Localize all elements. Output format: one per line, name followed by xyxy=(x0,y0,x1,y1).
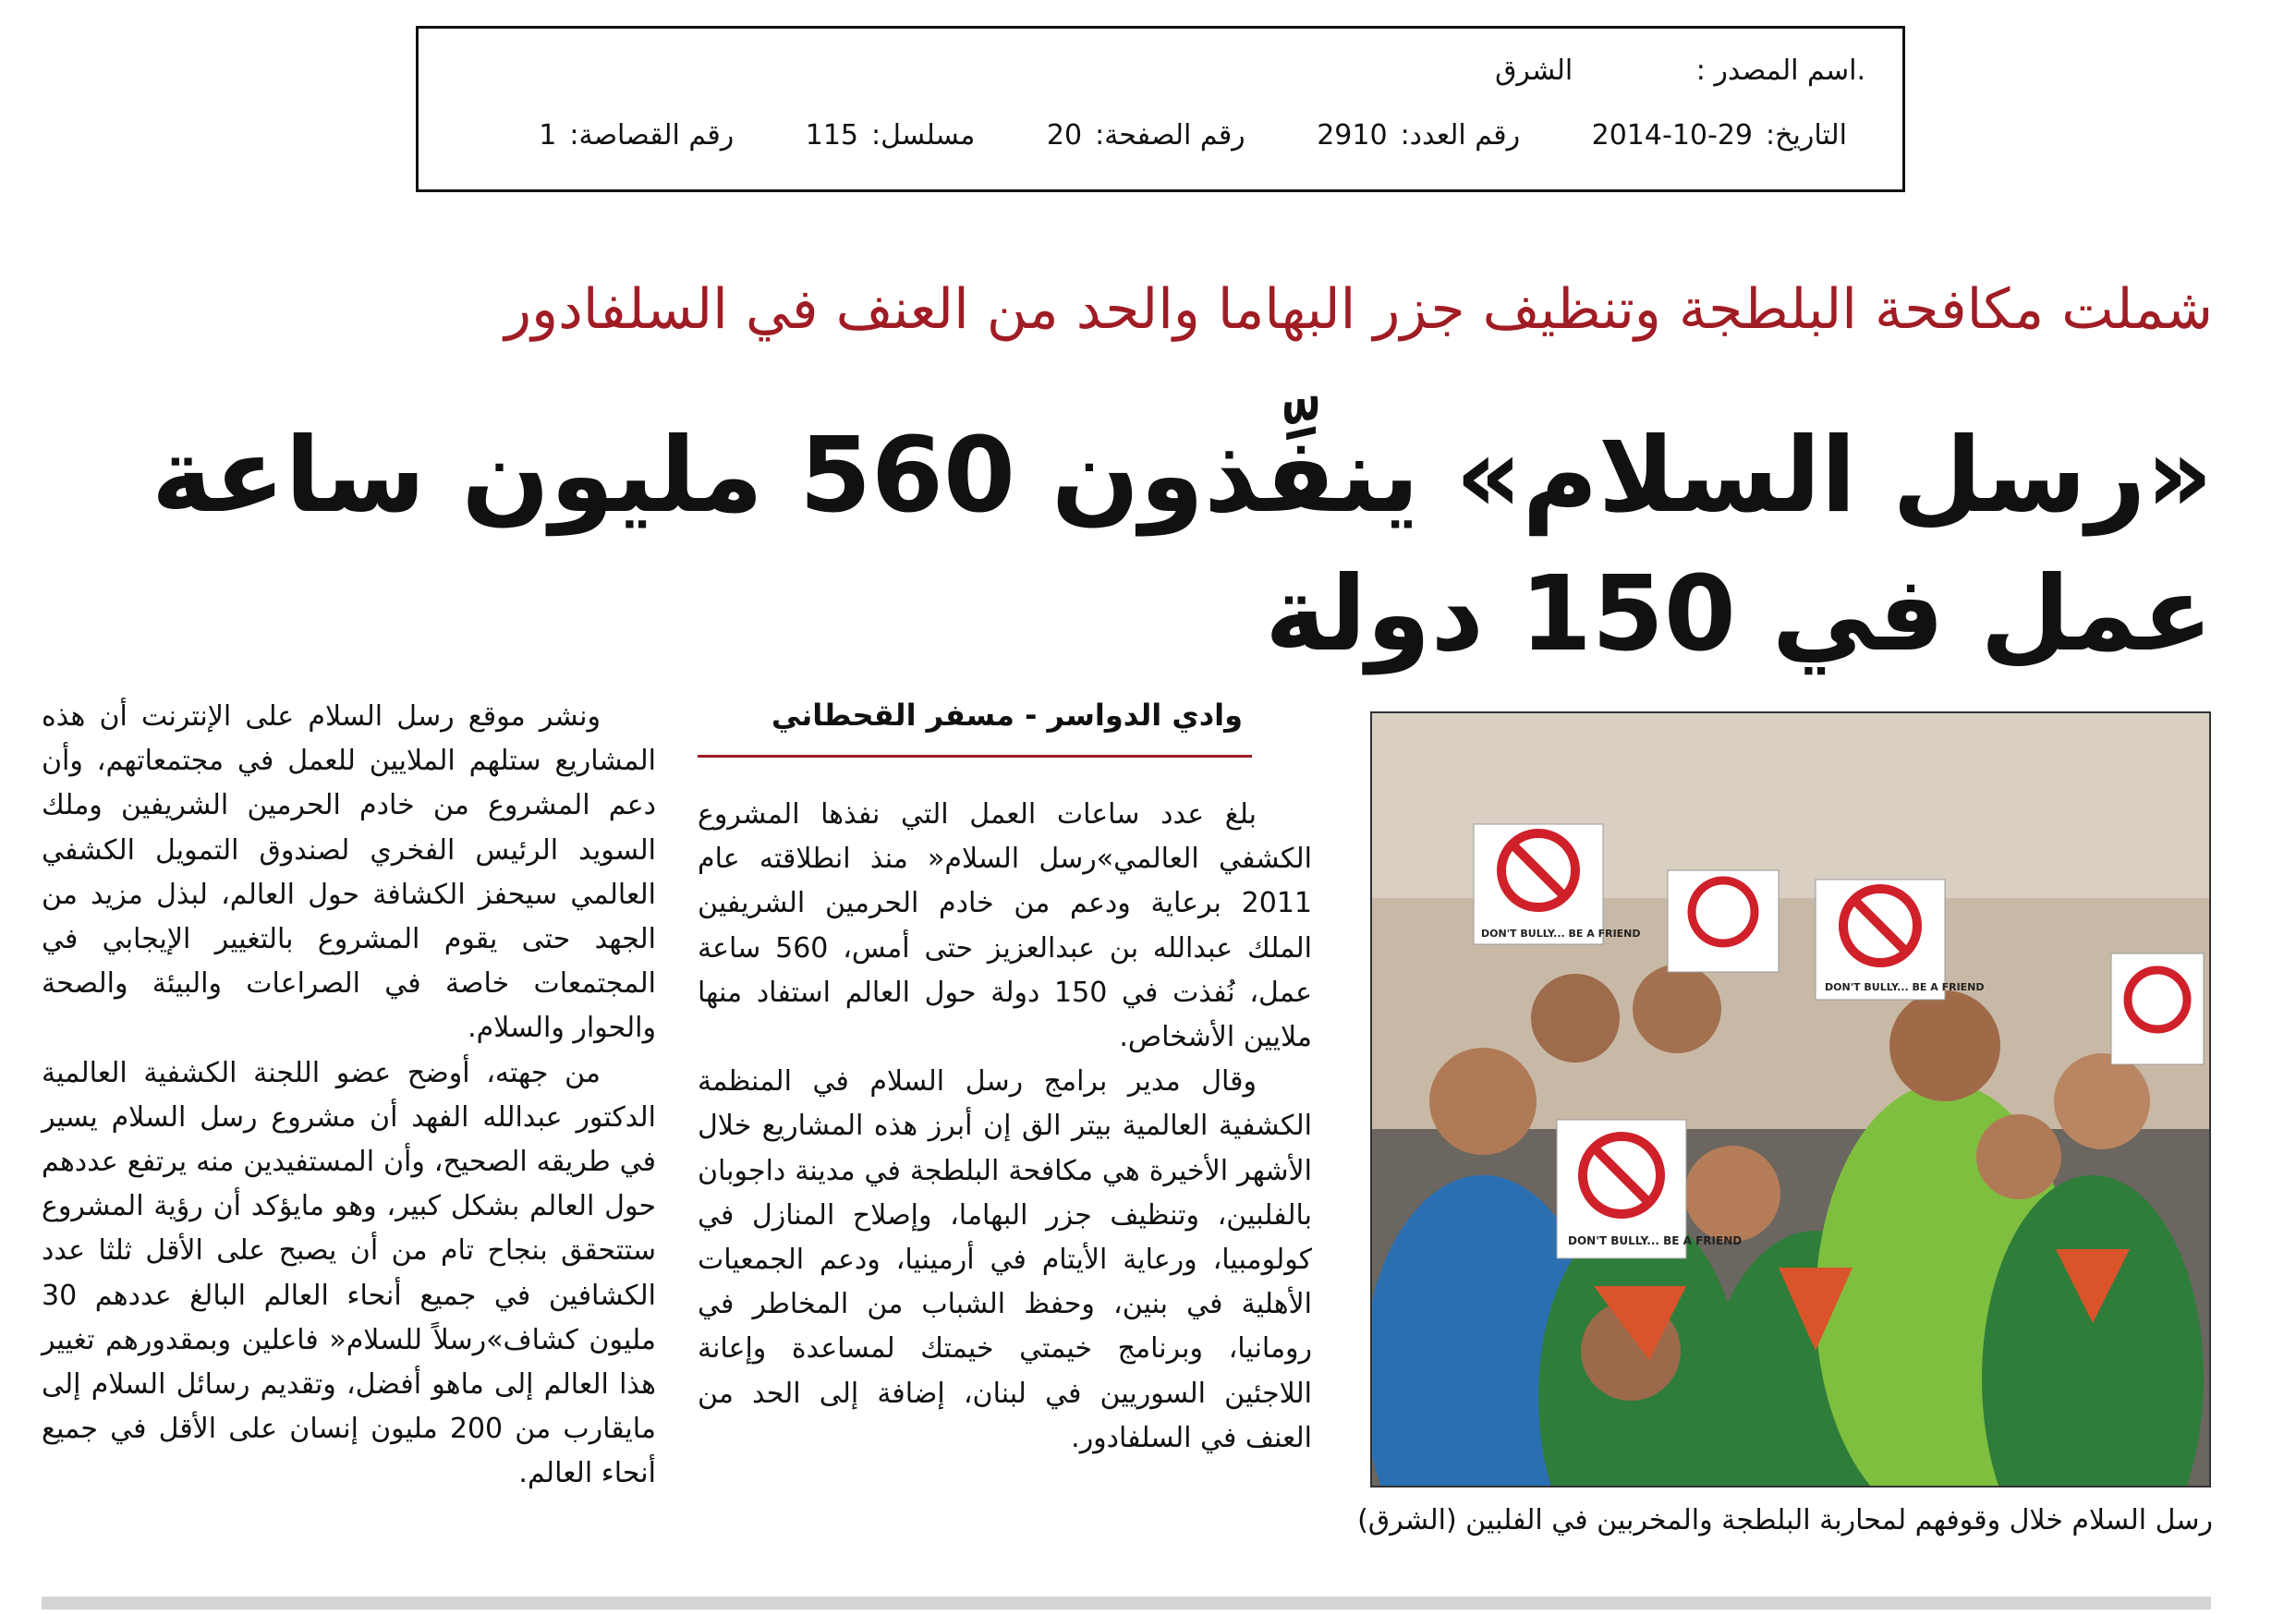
paragraph: بلغ عدد ساعات العمل التي نفذها المشروع الكشفي العالمي»رسل السلام« منذ انطلاقته عام 2011 برعاية ودعم من خادم الحرمين الشريفين الملك عبدالله بن عبدالعزيز حتى أمس، 560 ساعة عمل، نُفذت في 150 دولة حول العالم استفاد منها ملايين الأشخاص. xyxy=(698,798,1313,1054)
source-line xyxy=(1495,55,1865,87)
paragraph: وقال مدير برامج رسل السلام في المنظمة الكشفية العالمية بيتر الق إن أبرز هذه المشاريع خلال الأشهر الأخيرة هي مكافحة البلطجة في مدينة داجوبان بالفلبين، وتنظيف جزر البهاما، وإصلاح المنازل في كولومبيا، ورعاية الأيتام في أرمينيا، ودعم الجمعيات الأهلية في بنين، وحفظ الشباب من المخاطر في رومانيا، وبرنامج خيمتي خيمتك لمساعدة وإعانة اللاجئين السوريين في لبنان، إضافة إلى الحد من العنف في السلفادور. xyxy=(698,1065,1312,1454)
sign-4 xyxy=(1668,870,1779,972)
paragraph: من جهته، أوضح عضو اللجنة الكشفية العالمية الدكتور عبدالله الفهد أن مشروع رسل السلام يسير في طريقه الصحيح، وأن المستفيدين منه يرتفع عددهم حول العالم بشكل كبير، وهو مايؤكد أن رؤية المشروع ستتحقق بنجاح تام من أن يصبح على الأقل ثلثا عدد الكشافين في جميع أنحاء العالم البالغ عددهم 30 مليون كشاف»رسلاً للسلام« فاعلين وبمقدورهم تغيير هذا العالم إلى ماهو أفضل، وتقديم رسائل السلام إلى مايقارب من 200 مليون إنسان على الأقل في جميع أنحاء العالم. xyxy=(42,1056,656,1490)
sign-text: DON'T BULLY... BE A FRIEND xyxy=(1825,981,1985,993)
details-line xyxy=(526,119,1847,152)
byline-divider xyxy=(698,755,1252,758)
page-value: 20 xyxy=(1046,119,1083,152)
sign-5 xyxy=(2111,953,2204,1064)
article-column-middle xyxy=(698,793,1312,1461)
sign-text: DON'T BULLY... BE A FRIEND xyxy=(1481,928,1641,940)
serial-value: 115 xyxy=(805,119,859,152)
source-label: .اسم المصدر : xyxy=(1695,55,1865,87)
article-column-left xyxy=(42,695,656,1497)
clip-label: رقم القصاصة: xyxy=(569,119,735,152)
paragraph: ونشر موقع رسل السلام على الإنترنت أن هذه المشاريع ستلهم الملايين للعمل في مجتمعاتهم، وأن دعم المشروع من خادم الحرمين الشريفين وملك السويد الرئيس الفخري لصندوق التمويل الكشفي العالمي سيحفز الكشافة حول العالم، لبذل مزيد من الجهد حتى يقوم المشروع بالتغيير الإيجابي في المجتمعات خاصة في الصراعات والبيئة والصحة والحوار والسلام. xyxy=(42,700,656,1045)
photo-caption: رسل السلام خلال وقوفهم لمحاربة البلطجة والمخربين في الفلبين (الشرق) xyxy=(1357,1504,2213,1536)
article-photo xyxy=(1370,711,2211,1488)
article-headline: «رسل السلام» ينفِّذون 560 مليون ساعة عمل في 150 دولة xyxy=(151,416,2213,674)
article-byline: وادي الدواسر - مسفر القحطاني xyxy=(771,698,1243,733)
scouts-photo-illustration xyxy=(1372,713,2209,1486)
clipping-metadata-box xyxy=(416,26,1905,192)
clip-value: 1 xyxy=(539,119,557,152)
date-value: 29-10-2014 xyxy=(1591,119,1754,152)
article-kicker: شملت مكافحة البلطجة وتنظيف جزر البهاما والحد من العنف في السلفادور xyxy=(504,277,2213,342)
page-bottom-rule xyxy=(42,1597,2211,1609)
sign-1 xyxy=(1474,824,1603,944)
issue-label: رقم العدد: xyxy=(1400,119,1521,152)
issue-value: 2910 xyxy=(1317,119,1388,152)
source-value: الشرق xyxy=(1495,55,1573,87)
page-label: رقم الصفحة: xyxy=(1095,119,1245,152)
serial-label: مسلسل: xyxy=(871,119,976,152)
date-label: التاريخ: xyxy=(1766,119,1847,152)
sign-text: DON'T BULLY... BE A FRIEND xyxy=(1568,1234,1743,1247)
